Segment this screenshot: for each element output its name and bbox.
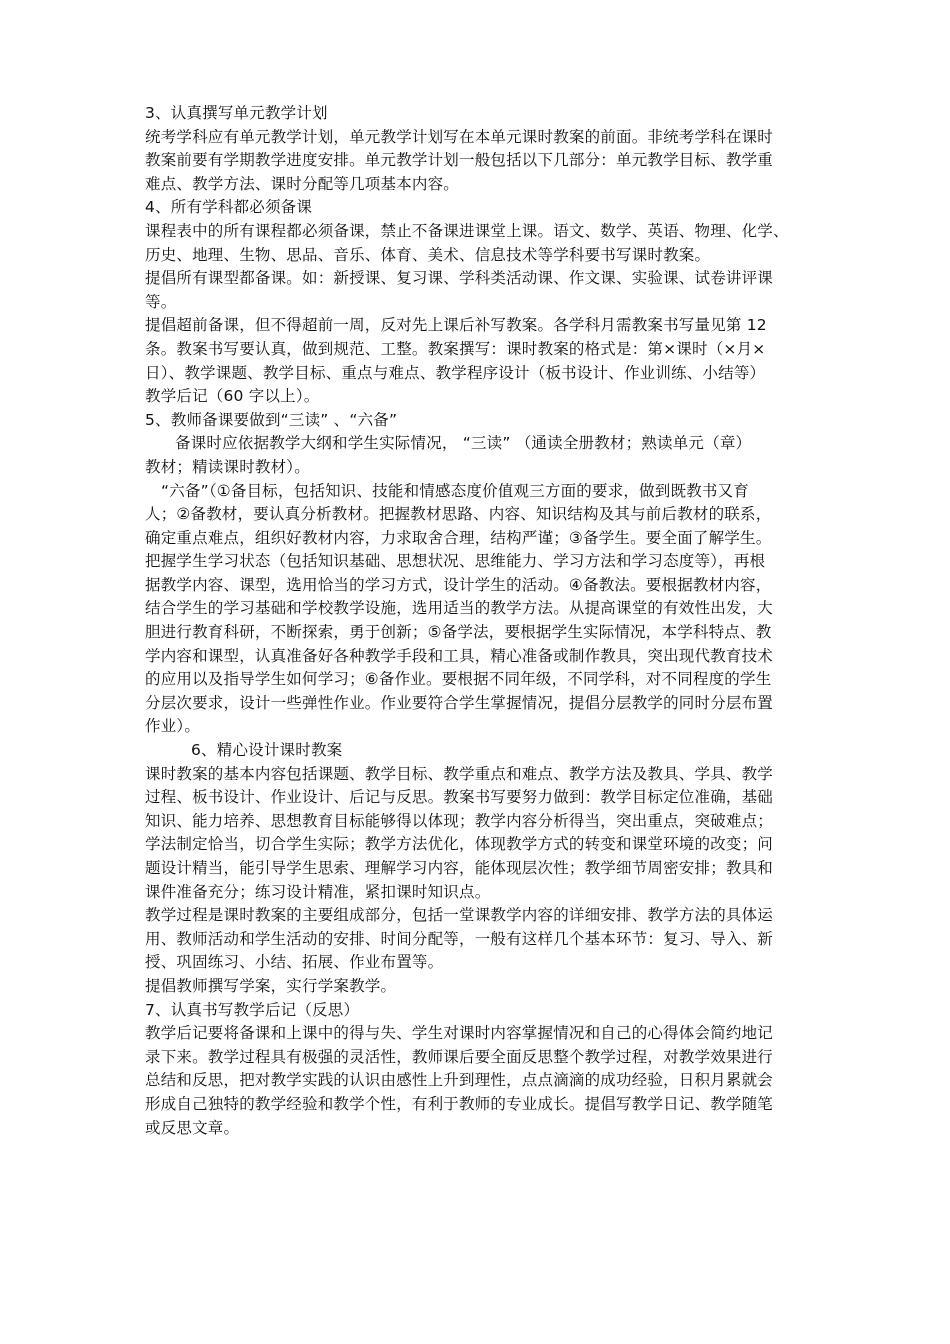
text-line: 历史、地理、生物、思品、音乐、体育、美术、信息技术等学科要书写课时教案。 bbox=[145, 245, 711, 264]
text-line: 5、教师备课要做到“三读” 、“六备” bbox=[145, 410, 398, 429]
text-line: 条。教案书写要认真，做到规范、工整。教案撰写：课时教案的格式是：第×课时（×月× bbox=[145, 339, 766, 358]
text-line: 教案前要有学期教学进度安排。单元教学计划一般包括以下几部分：单元教学目标、教学重 bbox=[145, 151, 774, 170]
text-line: 教材；精读课时教材）。 bbox=[145, 457, 310, 476]
text-line: 总结和反思，把对教学实践的认识由感性上升到理性，点点滴滴的成功经验，日积月累就会 bbox=[145, 1071, 774, 1090]
text-line: 据教学内容、课型，选用恰当的学习方式，设计学生的活动。④备教法。要根据教材内容， bbox=[145, 575, 772, 594]
text-line: 提倡所有课型都备课。如：新授课、复习课、学科类活动课、作文课、实验课、试卷讲评课 bbox=[145, 269, 774, 288]
text-line: 录下来。教学过程具有极强的灵活性，教师课后要全面反思整个教学过程，对教学效果进行 bbox=[145, 1047, 774, 1066]
text-line: 授、巩固练习、小结、拓展、作业布置等。 bbox=[145, 953, 444, 972]
text-line: 备课时应依据教学大纲和学生实际情况， “三读” （通读全册教材；熟读单元（章） bbox=[175, 434, 752, 453]
text-line: 过程、板书设计、作业设计、后记与反思。教案书写要努力做到：教学目标定位准确，基础 bbox=[145, 788, 774, 807]
text-line: 学法制定恰当，切合学生实际；教学方法优化，体现教学方式的转变和课堂环境的改变；问 bbox=[145, 835, 774, 854]
text-line: 作业）。 bbox=[145, 717, 201, 736]
text-line: 提倡超前备课，但不得超前一周，反对先上课后补写教案。各学科月需教案书写量见第 12 bbox=[145, 316, 767, 335]
text-line: 结合学生的学习基础和学校教学设施，选用适当的教学方法。从提高课堂的有效性出发，大 bbox=[145, 599, 774, 618]
text-line: 难点、教学方法、课时分配等几项基本内容。 bbox=[145, 174, 460, 193]
text-line: 教学过程是课时教案的主要组成部分，包括一堂课教学内容的详细安排、教学方法的具体运 bbox=[145, 906, 774, 925]
text-line: 提倡教师撰写学案，实行学案教学。 bbox=[145, 976, 397, 995]
text-line: 用、教师活动和学生活动的安排、时间分配等，一般有这样几个基本环节：复习、导入、新 bbox=[145, 929, 774, 948]
document-page bbox=[145, 102, 835, 1140]
text-line: 形成自己独特的教学经验和教学个性，有利于教师的专业成长。提倡写教学日记、教学随笔 bbox=[145, 1094, 774, 1113]
text-line: 知识、能力培养、思想教育目标能够得以体现；教学内容分析得当，突出重点，突破难点； bbox=[145, 811, 774, 830]
text-line: 4、所有学科都必须备课 bbox=[145, 198, 313, 217]
text-line: 题设计精当，能引导学生思索、理解学习内容，能体现层次性；教学细节周密安排；教具和 bbox=[145, 859, 774, 877]
text-line: “六备”（①备目标，包括知识、技能和情感态度价值观三方面的要求，做到既教书又育 bbox=[161, 481, 750, 500]
text-line: 胆进行教育科研，不断探索，勇于创新；⑤备学法，要根据学生实际情况，本学科特点、教 bbox=[145, 623, 772, 642]
text-line: 或反思文章。 bbox=[145, 1118, 240, 1137]
text-line: 人；②备教材，要认真分析教材。把握教材思路、内容、知识结构及其与前后教材的联系， bbox=[145, 505, 772, 524]
text-line: 课程表中的所有课程都必须备课，禁止不备课进课堂上课。语文、数学、英语、物理、化学、 bbox=[145, 221, 789, 240]
text-line: 日）、教学课题、教学目标、重点与难点、教学程序设计（板书设计、作业训练、小结等） bbox=[145, 363, 766, 382]
text-line: 确定重点难点，组织好教材内容，力求取舍合理，结构严谨；③备学生。要全面了解学生。 bbox=[145, 528, 772, 547]
text-line: 课时教案的基本内容包括课题、教学目标、教学重点和难点、教学方法及教具、学具、教学 bbox=[145, 764, 774, 783]
text-line: 课件准备充分；练习设计精准，紧扣课时知识点。 bbox=[145, 882, 491, 901]
text-line: 统考学科应有单元教学计划，单元教学计划写在本单元课时教案的前面。非统考学科在课时 bbox=[145, 127, 774, 146]
text-line: 6、精心设计课时教案 bbox=[191, 741, 343, 760]
text-line: 的应用以及指导学生如何学习；⑥备作业。要根据不同年级，不同学科，对不同程度的学生 bbox=[145, 670, 772, 689]
text-line: 3、认真撰写单元教学计划 bbox=[145, 104, 328, 122]
text-line: 7、认真书写教学后记（反思） bbox=[145, 1000, 360, 1019]
text-line: 学内容和课型，认真准备好各种教学手段和工具，精心准备或制作教具，突出现代教育技术 bbox=[145, 646, 774, 665]
text-line: 教学后记（60 字以上）。 bbox=[145, 387, 320, 406]
text-line: 等。 bbox=[145, 292, 177, 311]
text-line: 分层次要求，设计一些弹性作业。作业要符合学生掌握情况，提倡分层教学的同时分层布置 bbox=[145, 693, 774, 712]
text-line: 教学后记要将备课和上课中的得与失、学生对课时内容掌握情况和自己的心得体会简约地记 bbox=[145, 1024, 774, 1043]
text-line: 把握学生学习状态（包括知识基础、思想状况、思维能力、学习方法和学习态度等），再根 bbox=[145, 552, 766, 571]
